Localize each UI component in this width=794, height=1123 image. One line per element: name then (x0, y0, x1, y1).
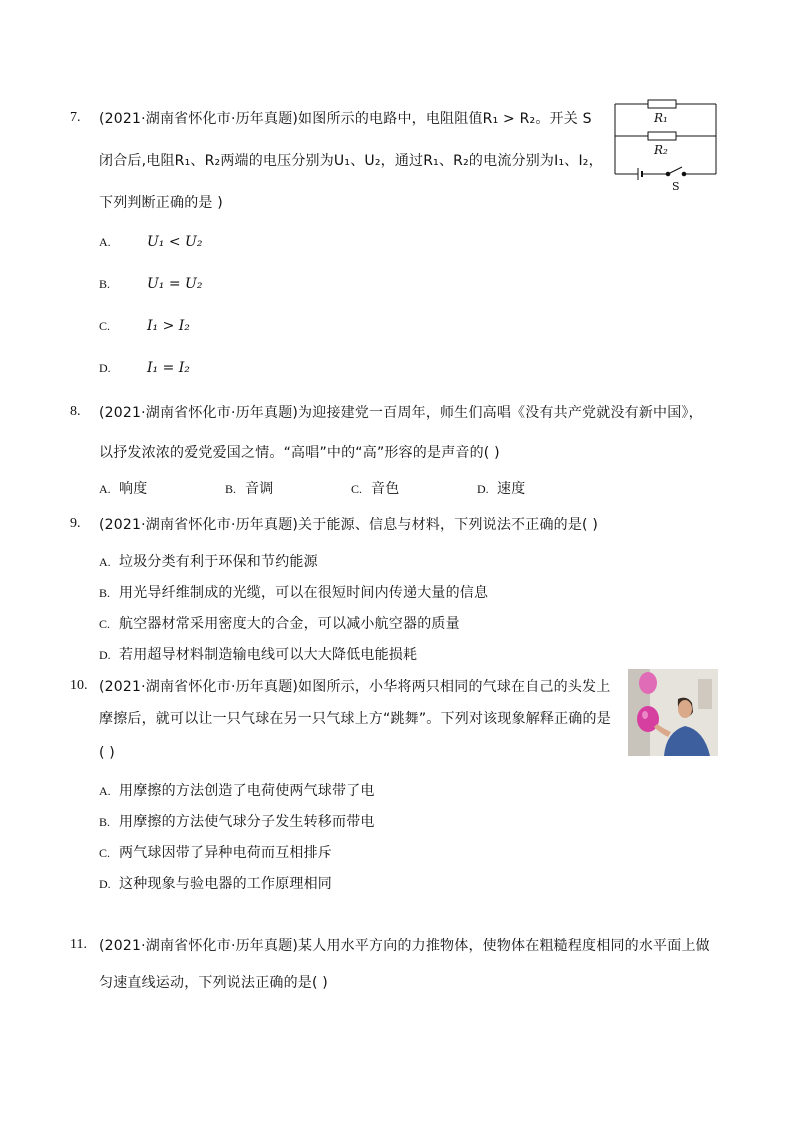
option-letter: C. (99, 319, 111, 333)
option-letter: C. (99, 617, 111, 631)
q11-line1: (2021·湖南省怀化市·历年真题)某人用水平方向的力推物体，使物体在粗糙程度相同的水平面上做 (99, 938, 710, 954)
option-text: U₁ < U₂ (147, 234, 203, 250)
q8-option-a[interactable] (99, 478, 147, 498)
q8-line2: 以抒发浓浓的爱党爱国之情。“高唱”中的“高”形容的是声音的( ) (99, 445, 500, 461)
option-text: 用摩擦的方法使气球分子发生转移而带电 (119, 814, 375, 830)
option-letter: D. (99, 648, 111, 662)
option-text: 用摩擦的方法创造了电荷使两气球带了电 (119, 783, 375, 799)
option-letter: D. (99, 877, 111, 891)
q9-option-c[interactable] (99, 613, 460, 633)
q9-option-d[interactable] (99, 644, 417, 664)
option-text: 用光导纤维制成的光缆，可以在很短时间内传递大量的信息 (119, 585, 489, 601)
q11-line2: 匀速直线运动，下列说法正确的是( ) (99, 975, 328, 991)
q7-number: 7. (70, 110, 81, 125)
option-letter: C. (351, 482, 363, 496)
option-text: 垃圾分类有利于环保和节约能源 (119, 554, 318, 570)
q8-option-d[interactable] (477, 478, 525, 498)
q7-line3: 下列判断正确的是 ) (99, 195, 223, 211)
r1-label: R₁ (654, 111, 668, 125)
switch-label: S (672, 180, 680, 192)
option-letter: C. (99, 846, 111, 860)
option-text: 这种现象与验电器的工作原理相同 (119, 876, 332, 892)
q7-line1: (2021·湖南省怀化市·历年真题)如图所示的电路中，电阻阻值R₁ > R₂。开关 S (99, 111, 592, 127)
option-text: 两气球因带了异种电荷而互相排斥 (119, 845, 332, 861)
resistor-r1 (648, 100, 676, 108)
option-letter: A. (99, 784, 111, 798)
q7-option-a[interactable] (99, 234, 202, 250)
resistor-r2 (648, 132, 676, 140)
option-text: 音调 (245, 481, 274, 497)
q9-option-a[interactable] (99, 551, 318, 571)
q10-line2: 摩擦后，就可以让一只气球在另一只气球上方“跳舞”。下列对该现象解释正确的是 (99, 711, 611, 727)
q10-option-d[interactable] (99, 873, 332, 893)
q9-number: 9. (70, 516, 81, 531)
option-letter: A. (99, 555, 111, 569)
option-text: 若用超导材料制造输电线可以大大降低电能损耗 (119, 647, 418, 663)
option-letter: B. (99, 586, 111, 600)
q7-option-d[interactable] (99, 360, 190, 376)
switch-lever (668, 167, 682, 174)
option-letter: D. (99, 361, 111, 375)
option-text: 响度 (119, 481, 148, 497)
option-letter: D. (477, 482, 489, 496)
q8-option-b[interactable] (225, 478, 273, 498)
q7-option-c[interactable] (99, 318, 190, 334)
option-text: U₁ = U₂ (147, 276, 203, 292)
q9-option-b[interactable] (99, 582, 488, 602)
q10-line1: (2021·湖南省怀化市·历年真题)如图所示，小华将两只相同的气球在自己的头发上 (99, 679, 611, 695)
circuit-diagram (610, 96, 722, 192)
option-text: 速度 (497, 481, 526, 497)
upper-balloon (639, 672, 657, 694)
q8-number: 8. (70, 404, 81, 419)
option-text: I₁ = I₂ (147, 360, 190, 376)
option-text: I₁ > I₂ (147, 318, 190, 334)
q10-option-b[interactable] (99, 811, 375, 831)
option-letter: B. (225, 482, 237, 496)
q11-number: 11. (70, 937, 87, 952)
option-letter: B. (99, 815, 111, 829)
option-letter: A. (99, 235, 111, 249)
q10-option-c[interactable] (99, 842, 332, 862)
q10-line3: ( ) (99, 745, 115, 761)
option-text: 航空器材常采用密度大的合金，可以减小航空器的质量 (119, 616, 460, 632)
q8-option-c[interactable] (351, 478, 399, 498)
option-letter: B. (99, 277, 111, 291)
balloon-photo (628, 669, 718, 756)
q8-line1: (2021·湖南省怀化市·历年真题)为迎接建党一百周年，师生们高唱《没有共产党就没有新中国》， (99, 405, 703, 421)
q7-option-b[interactable] (99, 276, 202, 292)
q7-line2: 闭合后,电阻R₁、R₂两端的电压分别为U₁、U₂，通过R₁、R₂的电流分别为I₁、I₂， (99, 153, 603, 169)
option-letter: A. (99, 482, 111, 496)
q9-line1: (2021·湖南省怀化市·历年真题)关于能源、信息与材料，下列说法不正确的是( ) (99, 517, 599, 533)
r2-label: R₂ (654, 143, 668, 157)
q10-option-a[interactable] (99, 780, 375, 800)
q10-number: 10. (70, 678, 88, 693)
option-text: 音色 (371, 481, 400, 497)
